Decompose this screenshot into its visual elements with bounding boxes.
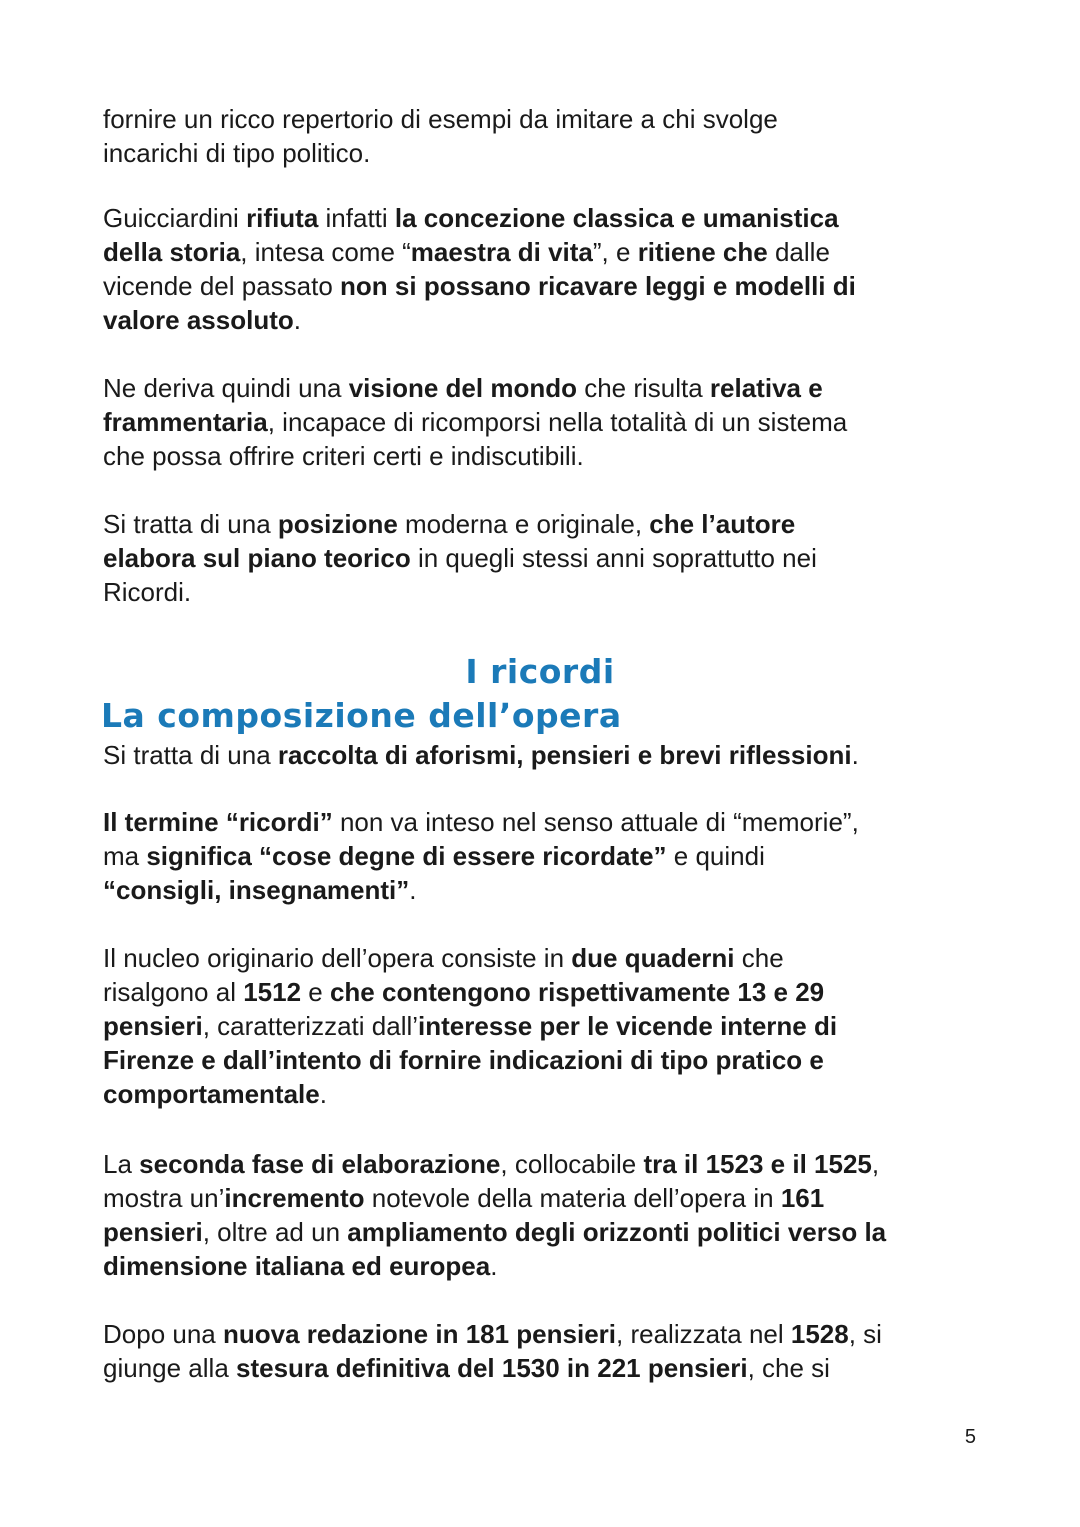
bold-text: dimensione italiana ed europea bbox=[103, 1251, 491, 1281]
text-line bbox=[103, 371, 1003, 405]
text-line bbox=[103, 975, 1003, 1009]
text: , realizzata nel bbox=[616, 1319, 791, 1349]
text: La bbox=[103, 1149, 140, 1179]
text: vicende del passato bbox=[103, 271, 341, 301]
paragraph bbox=[103, 738, 1003, 772]
bold-text: 1528 bbox=[790, 1319, 849, 1349]
bold-text: nuova redazione in 181 pensieri bbox=[222, 1319, 617, 1349]
text: dalle bbox=[767, 237, 830, 267]
bold-text: pensieri bbox=[103, 1217, 203, 1247]
text-line bbox=[103, 941, 1003, 975]
bold-text: “consigli, insegnamenti” bbox=[103, 875, 410, 905]
bold-text: raccolta di aforismi, pensieri e brevi riflessioni bbox=[277, 740, 852, 770]
text-line bbox=[103, 235, 1003, 269]
text-line bbox=[103, 575, 1003, 609]
text: , caratterizzati dall’ bbox=[202, 1011, 419, 1041]
text-line bbox=[103, 1215, 1003, 1249]
bold-text: non si possano ricavare leggi e modelli di bbox=[340, 271, 856, 301]
paragraph bbox=[103, 507, 1003, 609]
text-line bbox=[103, 201, 1003, 235]
text: che risulta bbox=[576, 373, 710, 403]
paragraph bbox=[103, 805, 1003, 907]
bold-text: relativa e bbox=[709, 373, 823, 403]
paragraph bbox=[103, 941, 1003, 1111]
bold-text: ampliamento degli orizzonti politici verso la bbox=[347, 1217, 887, 1247]
text: e bbox=[301, 977, 330, 1007]
paragraph bbox=[103, 102, 1003, 170]
text: . bbox=[409, 875, 417, 905]
text: che possa offrire criteri certi e indiscutibili. bbox=[103, 441, 584, 471]
bold-text: elabora sul piano teorico bbox=[103, 543, 411, 573]
bold-text: che contengono rispettivamente 13 e 29 bbox=[329, 977, 825, 1007]
bold-text: rifiuta bbox=[246, 203, 319, 233]
paragraph bbox=[103, 201, 1003, 337]
bold-text: ritiene che bbox=[637, 237, 768, 267]
bold-text: frammentaria bbox=[103, 407, 268, 437]
text: risalgono al bbox=[103, 977, 244, 1007]
text: e quindi bbox=[666, 841, 765, 871]
bold-text: che l’autore bbox=[649, 509, 796, 539]
text-line bbox=[103, 1077, 1003, 1111]
text: ma bbox=[103, 841, 147, 871]
text: Si tratta di una bbox=[103, 509, 278, 539]
text: Si tratta di una bbox=[103, 740, 278, 770]
bold-text: pensieri bbox=[103, 1011, 203, 1041]
bold-text: maestra di vita bbox=[410, 237, 593, 267]
text-line bbox=[103, 439, 1003, 473]
text-line bbox=[103, 1147, 1003, 1181]
bold-text: tra il 1523 e il 1525 bbox=[643, 1149, 872, 1179]
text-line bbox=[103, 738, 1003, 772]
bold-text: due quaderni bbox=[571, 943, 735, 973]
text: , incapace di ricomporsi nella totalità di un sistema bbox=[267, 407, 848, 437]
bold-text: 1512 bbox=[243, 977, 302, 1007]
text: , che si bbox=[747, 1353, 830, 1383]
text: Il nucleo originario dell’opera consiste in bbox=[103, 943, 572, 973]
text-line bbox=[103, 507, 1003, 541]
text-line bbox=[103, 1009, 1003, 1043]
text-line bbox=[103, 839, 1003, 873]
paragraph bbox=[103, 371, 1003, 473]
text-line bbox=[103, 1317, 1003, 1351]
text: Ne deriva quindi una bbox=[103, 373, 349, 403]
paragraph bbox=[103, 1147, 1003, 1283]
text-line bbox=[103, 873, 1003, 907]
text: Dopo una bbox=[103, 1319, 223, 1349]
text-line bbox=[103, 405, 1003, 439]
section-title: I ricordi bbox=[465, 652, 615, 691]
text: ”, e bbox=[592, 237, 638, 267]
text: . bbox=[293, 305, 301, 335]
text-line bbox=[103, 303, 1003, 337]
bold-text: della storia bbox=[103, 237, 241, 267]
bold-text: seconda fase di elaborazione bbox=[139, 1149, 501, 1179]
bold-text: 161 bbox=[780, 1183, 825, 1213]
text-line bbox=[103, 136, 1003, 170]
bold-text: interesse per le vicende interne di bbox=[418, 1011, 838, 1041]
text-line bbox=[103, 1351, 1003, 1385]
text: , si bbox=[848, 1319, 882, 1349]
text: , bbox=[871, 1149, 880, 1179]
bold-text: valore assoluto bbox=[103, 305, 294, 335]
text-line bbox=[103, 269, 1003, 303]
text: non va inteso nel senso attuale di “memorie”, bbox=[332, 807, 859, 837]
text: infatti bbox=[318, 203, 395, 233]
bold-text: Il termine “ricordi” bbox=[103, 807, 333, 837]
text: , oltre ad un bbox=[202, 1217, 348, 1247]
text: moderna e originale, bbox=[397, 509, 650, 539]
text-line bbox=[103, 1181, 1003, 1215]
text: fornire un ricco repertorio di esempi da imitare a chi svolge bbox=[103, 104, 778, 134]
text: che bbox=[734, 943, 784, 973]
text-line bbox=[103, 1043, 1003, 1077]
text-line bbox=[103, 102, 1003, 136]
section-subtitle: La composizione dell’opera bbox=[101, 696, 622, 735]
text: , intesa come “ bbox=[240, 237, 411, 267]
paragraph bbox=[103, 1317, 1003, 1385]
text-line bbox=[103, 1249, 1003, 1283]
text: incarichi di tipo politico. bbox=[103, 138, 371, 168]
text: . bbox=[851, 740, 859, 770]
text: in quegli stessi anni soprattutto nei bbox=[410, 543, 817, 573]
bold-text: stesura definitiva del 1530 in 221 pensieri bbox=[236, 1353, 748, 1383]
text: , collocabile bbox=[500, 1149, 644, 1179]
text: notevole della materia dell’opera in bbox=[364, 1183, 781, 1213]
text: Ricordi. bbox=[103, 577, 192, 607]
bold-text: posizione bbox=[277, 509, 398, 539]
text: . bbox=[490, 1251, 498, 1281]
text-line bbox=[103, 805, 1003, 839]
bold-text: visione del mondo bbox=[348, 373, 577, 403]
text: mostra un’ bbox=[103, 1183, 225, 1213]
text: Guicciardini bbox=[103, 203, 247, 233]
text-line bbox=[103, 541, 1003, 575]
bold-text: comportamentale bbox=[103, 1079, 320, 1109]
bold-text: la concezione classica e umanistica bbox=[394, 203, 839, 233]
bold-text: significa “cose degne di essere ricordate” bbox=[146, 841, 667, 871]
text: . bbox=[319, 1079, 327, 1109]
bold-text: incremento bbox=[224, 1183, 365, 1213]
text: giunge alla bbox=[103, 1353, 236, 1383]
bold-text: Firenze e dall’intento di fornire indicazioni di tipo pratico e bbox=[103, 1045, 824, 1075]
page-number: 5 bbox=[964, 1426, 976, 1448]
